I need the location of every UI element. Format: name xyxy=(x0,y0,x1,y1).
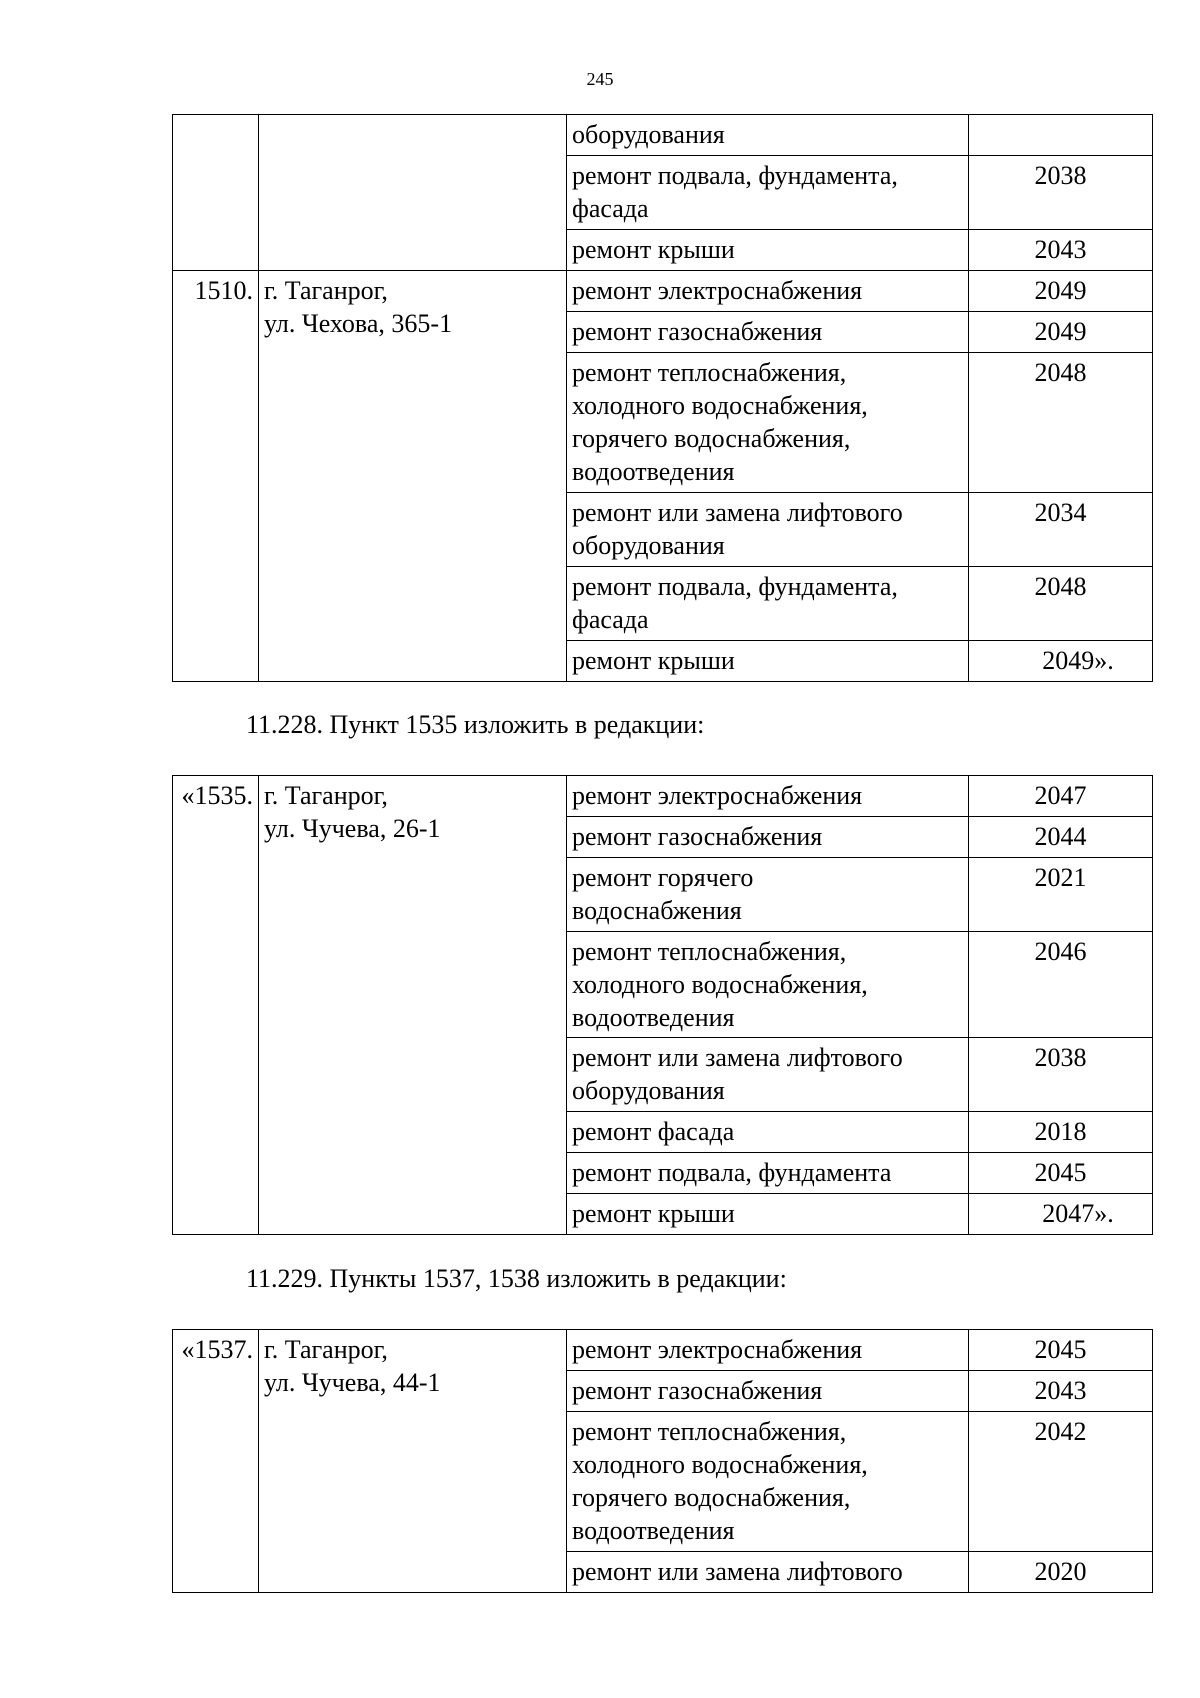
work-year: 2038 xyxy=(969,1038,1153,1112)
work-year: 2021 xyxy=(969,858,1153,932)
work-item: ремонт крыши xyxy=(567,1194,969,1235)
work-year: 2044 xyxy=(969,817,1153,858)
work-year xyxy=(969,115,1153,156)
work-year: 2049 xyxy=(969,271,1153,312)
entry-address: г. Таганрог, ул. Чучева, 44-1 xyxy=(259,1330,567,1593)
work-item: ремонт подвала, фундамента xyxy=(567,1153,969,1194)
work-item: ремонт фасада xyxy=(567,1112,969,1153)
entry-address: г. Таганрог, ул. Чехова, 365-1 xyxy=(259,271,567,682)
table-3 xyxy=(172,1329,1153,1593)
work-item: ремонт электроснабжения xyxy=(567,776,969,817)
work-year: 2049 xyxy=(969,312,1153,353)
work-year: 2045 xyxy=(969,1153,1153,1194)
work-year: 2046 xyxy=(969,932,1153,1038)
work-item: ремонт или замена лифтового оборудования xyxy=(567,1038,969,1112)
work-year: 2018 xyxy=(969,1112,1153,1153)
work-item: ремонт газоснабжения xyxy=(567,312,969,353)
work-year: 2048 xyxy=(969,353,1153,493)
work-item: оборудования xyxy=(567,115,969,156)
work-item: ремонт теплоснабжения, холодного водоснабжения, горячего водоснабжения, водоотведения xyxy=(567,353,969,493)
work-item: ремонт подвала, фундамента, фасада xyxy=(567,156,969,230)
work-item: ремонт газоснабжения xyxy=(567,817,969,858)
page-number: 245 xyxy=(586,69,614,89)
work-year: 2043 xyxy=(969,230,1153,271)
entry-number: «1535. xyxy=(173,776,259,1235)
entry-number xyxy=(173,115,259,271)
work-item: ремонт крыши xyxy=(567,230,969,271)
work-year: 2043 xyxy=(969,1371,1153,1412)
work-year: 2047». xyxy=(969,1194,1153,1235)
work-item: ремонт подвала, фундамента, фасада xyxy=(567,567,969,641)
work-item: ремонт электроснабжения xyxy=(567,271,969,312)
work-item: ремонт крыши xyxy=(567,641,969,682)
work-year: 2042 xyxy=(969,1412,1153,1552)
work-year: 2045 xyxy=(969,1330,1153,1371)
table-1 xyxy=(172,114,1153,682)
work-item: ремонт или замена лифтового xyxy=(567,1552,969,1593)
paragraph-11-229: 11.229. Пункты 1537, 1538 изложить в редакции: xyxy=(246,1264,787,1293)
entry-address xyxy=(259,115,567,271)
work-item: ремонт газоснабжения xyxy=(567,1371,969,1412)
work-item: ремонт или замена лифтового оборудования xyxy=(567,493,969,567)
work-year: 2049». xyxy=(969,641,1153,682)
work-year: 2038 xyxy=(969,156,1153,230)
entry-number: «1537. xyxy=(173,1330,259,1593)
work-item: ремонт горячего водоснабжения xyxy=(567,858,969,932)
table-row xyxy=(173,271,1153,312)
work-year: 2020 xyxy=(969,1552,1153,1593)
table-row xyxy=(173,115,1153,156)
work-item: ремонт электроснабжения xyxy=(567,1330,969,1371)
table-row xyxy=(173,776,1153,817)
work-year: 2047 xyxy=(969,776,1153,817)
work-year: 2034 xyxy=(969,493,1153,567)
entry-number: 1510. xyxy=(173,271,259,682)
table-row xyxy=(173,1330,1153,1371)
paragraph-11-228: 11.228. Пункт 1535 изложить в редакции: xyxy=(246,710,705,739)
entry-address: г. Таганрог, ул. Чучева, 26-1 xyxy=(259,776,567,1235)
work-item: ремонт теплоснабжения, холодного водоснабжения, горячего водоснабжения, водоотведения xyxy=(567,1412,969,1552)
work-year: 2048 xyxy=(969,567,1153,641)
table-2 xyxy=(172,775,1153,1235)
work-item: ремонт теплоснабжения, холодного водоснабжения, водоотведения xyxy=(567,932,969,1038)
